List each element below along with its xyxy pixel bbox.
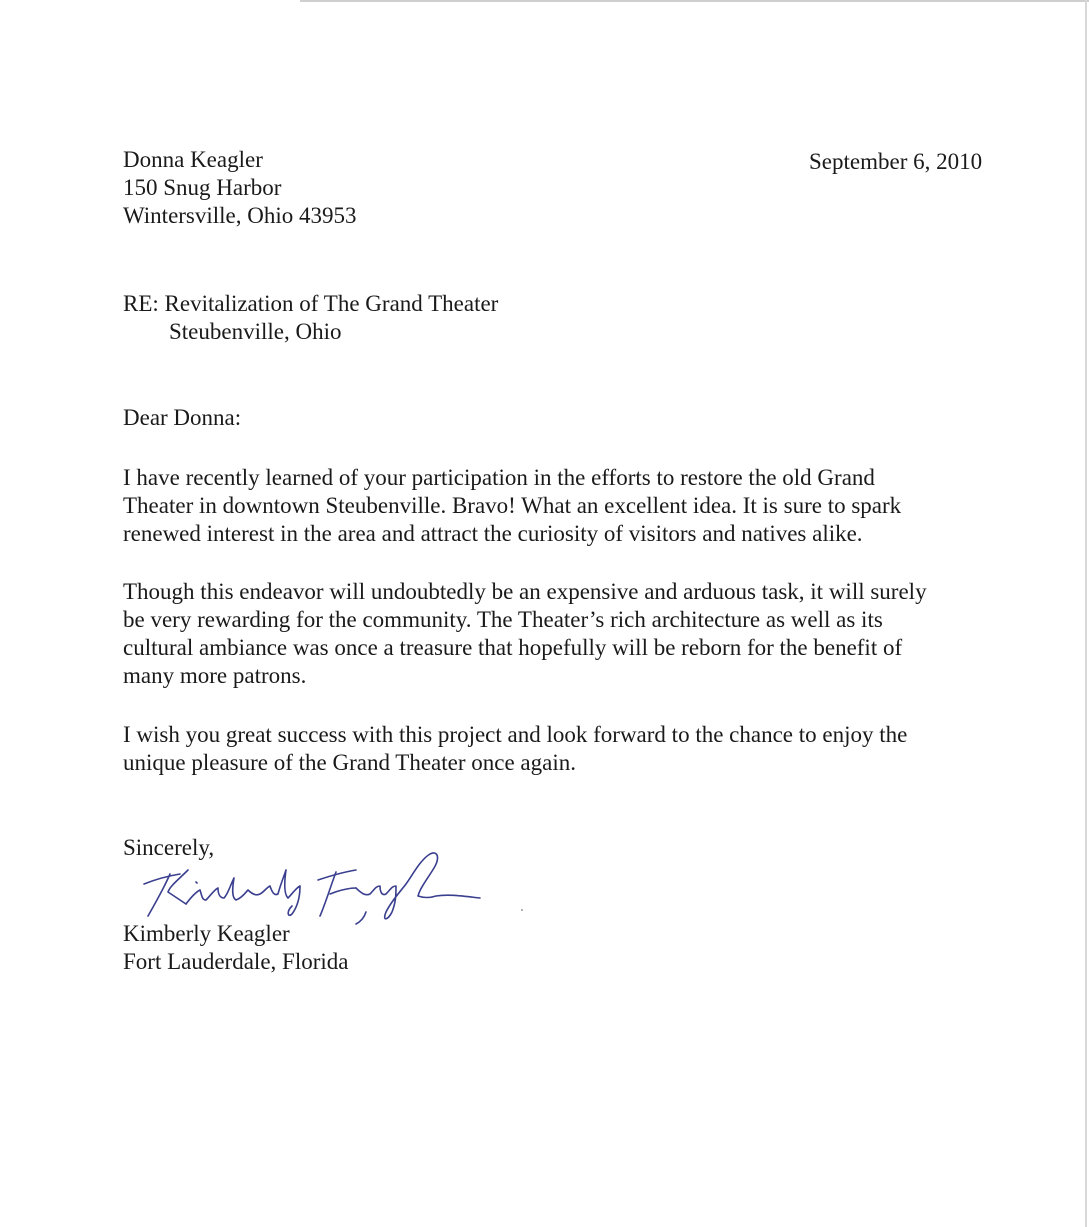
- recipient-street: 150 Snug Harbor: [123, 175, 282, 200]
- re-block: [123, 290, 498, 346]
- body-paragraph-2: [123, 578, 1013, 690]
- paragraph-line: be very rewarding for the community. The Theater’s rich architecture as well as its: [123, 607, 883, 632]
- body-paragraph-3: [123, 721, 1013, 777]
- recipient-city: Wintersville, Ohio 43953: [123, 203, 357, 228]
- paragraph-line: I wish you great success with this project and look forward to the chance to enjoy the: [123, 722, 908, 747]
- closing: Sincerely,: [123, 835, 215, 860]
- paragraph-line: I have recently learned of your participation in the efforts to restore the old Grand: [123, 465, 875, 490]
- sender-block: [123, 920, 348, 976]
- re-line-2: Steubenville, Ohio: [169, 319, 342, 344]
- paragraph-line: many more patrons.: [123, 663, 307, 688]
- sender-location: Fort Lauderdale, Florida: [123, 949, 349, 974]
- paragraph-line: cultural ambiance was once a treasure that hopefully will be reborn for the benefit of: [123, 635, 903, 660]
- scan-edge-top: [300, 0, 1089, 2]
- recipient-address: [123, 146, 357, 230]
- re-line-1: RE: Revitalization of The Grand Theater: [123, 291, 499, 316]
- paragraph-line: Theater in downtown Steubenville. Bravo! What an excellent idea. It is sure to spark: [123, 493, 902, 518]
- body-paragraph-1: [123, 464, 1013, 548]
- letter-date: September 6, 2010: [809, 149, 983, 174]
- recipient-name: Donna Keagler: [123, 147, 263, 172]
- scan-edge-right: [1085, 0, 1087, 1227]
- paragraph-line: renewed interest in the area and attract the curiosity of visitors and natives alike.: [123, 521, 863, 546]
- paragraph-line: Though this endeavor will undoubtedly be an expensive and arduous task, it will surely: [123, 579, 927, 604]
- paragraph-line: unique pleasure of the Grand Theater once again.: [123, 750, 576, 775]
- sender-name: Kimberly Keagler: [123, 921, 290, 946]
- salutation: Dear Donna:: [123, 405, 242, 430]
- scan-speck: [521, 909, 523, 911]
